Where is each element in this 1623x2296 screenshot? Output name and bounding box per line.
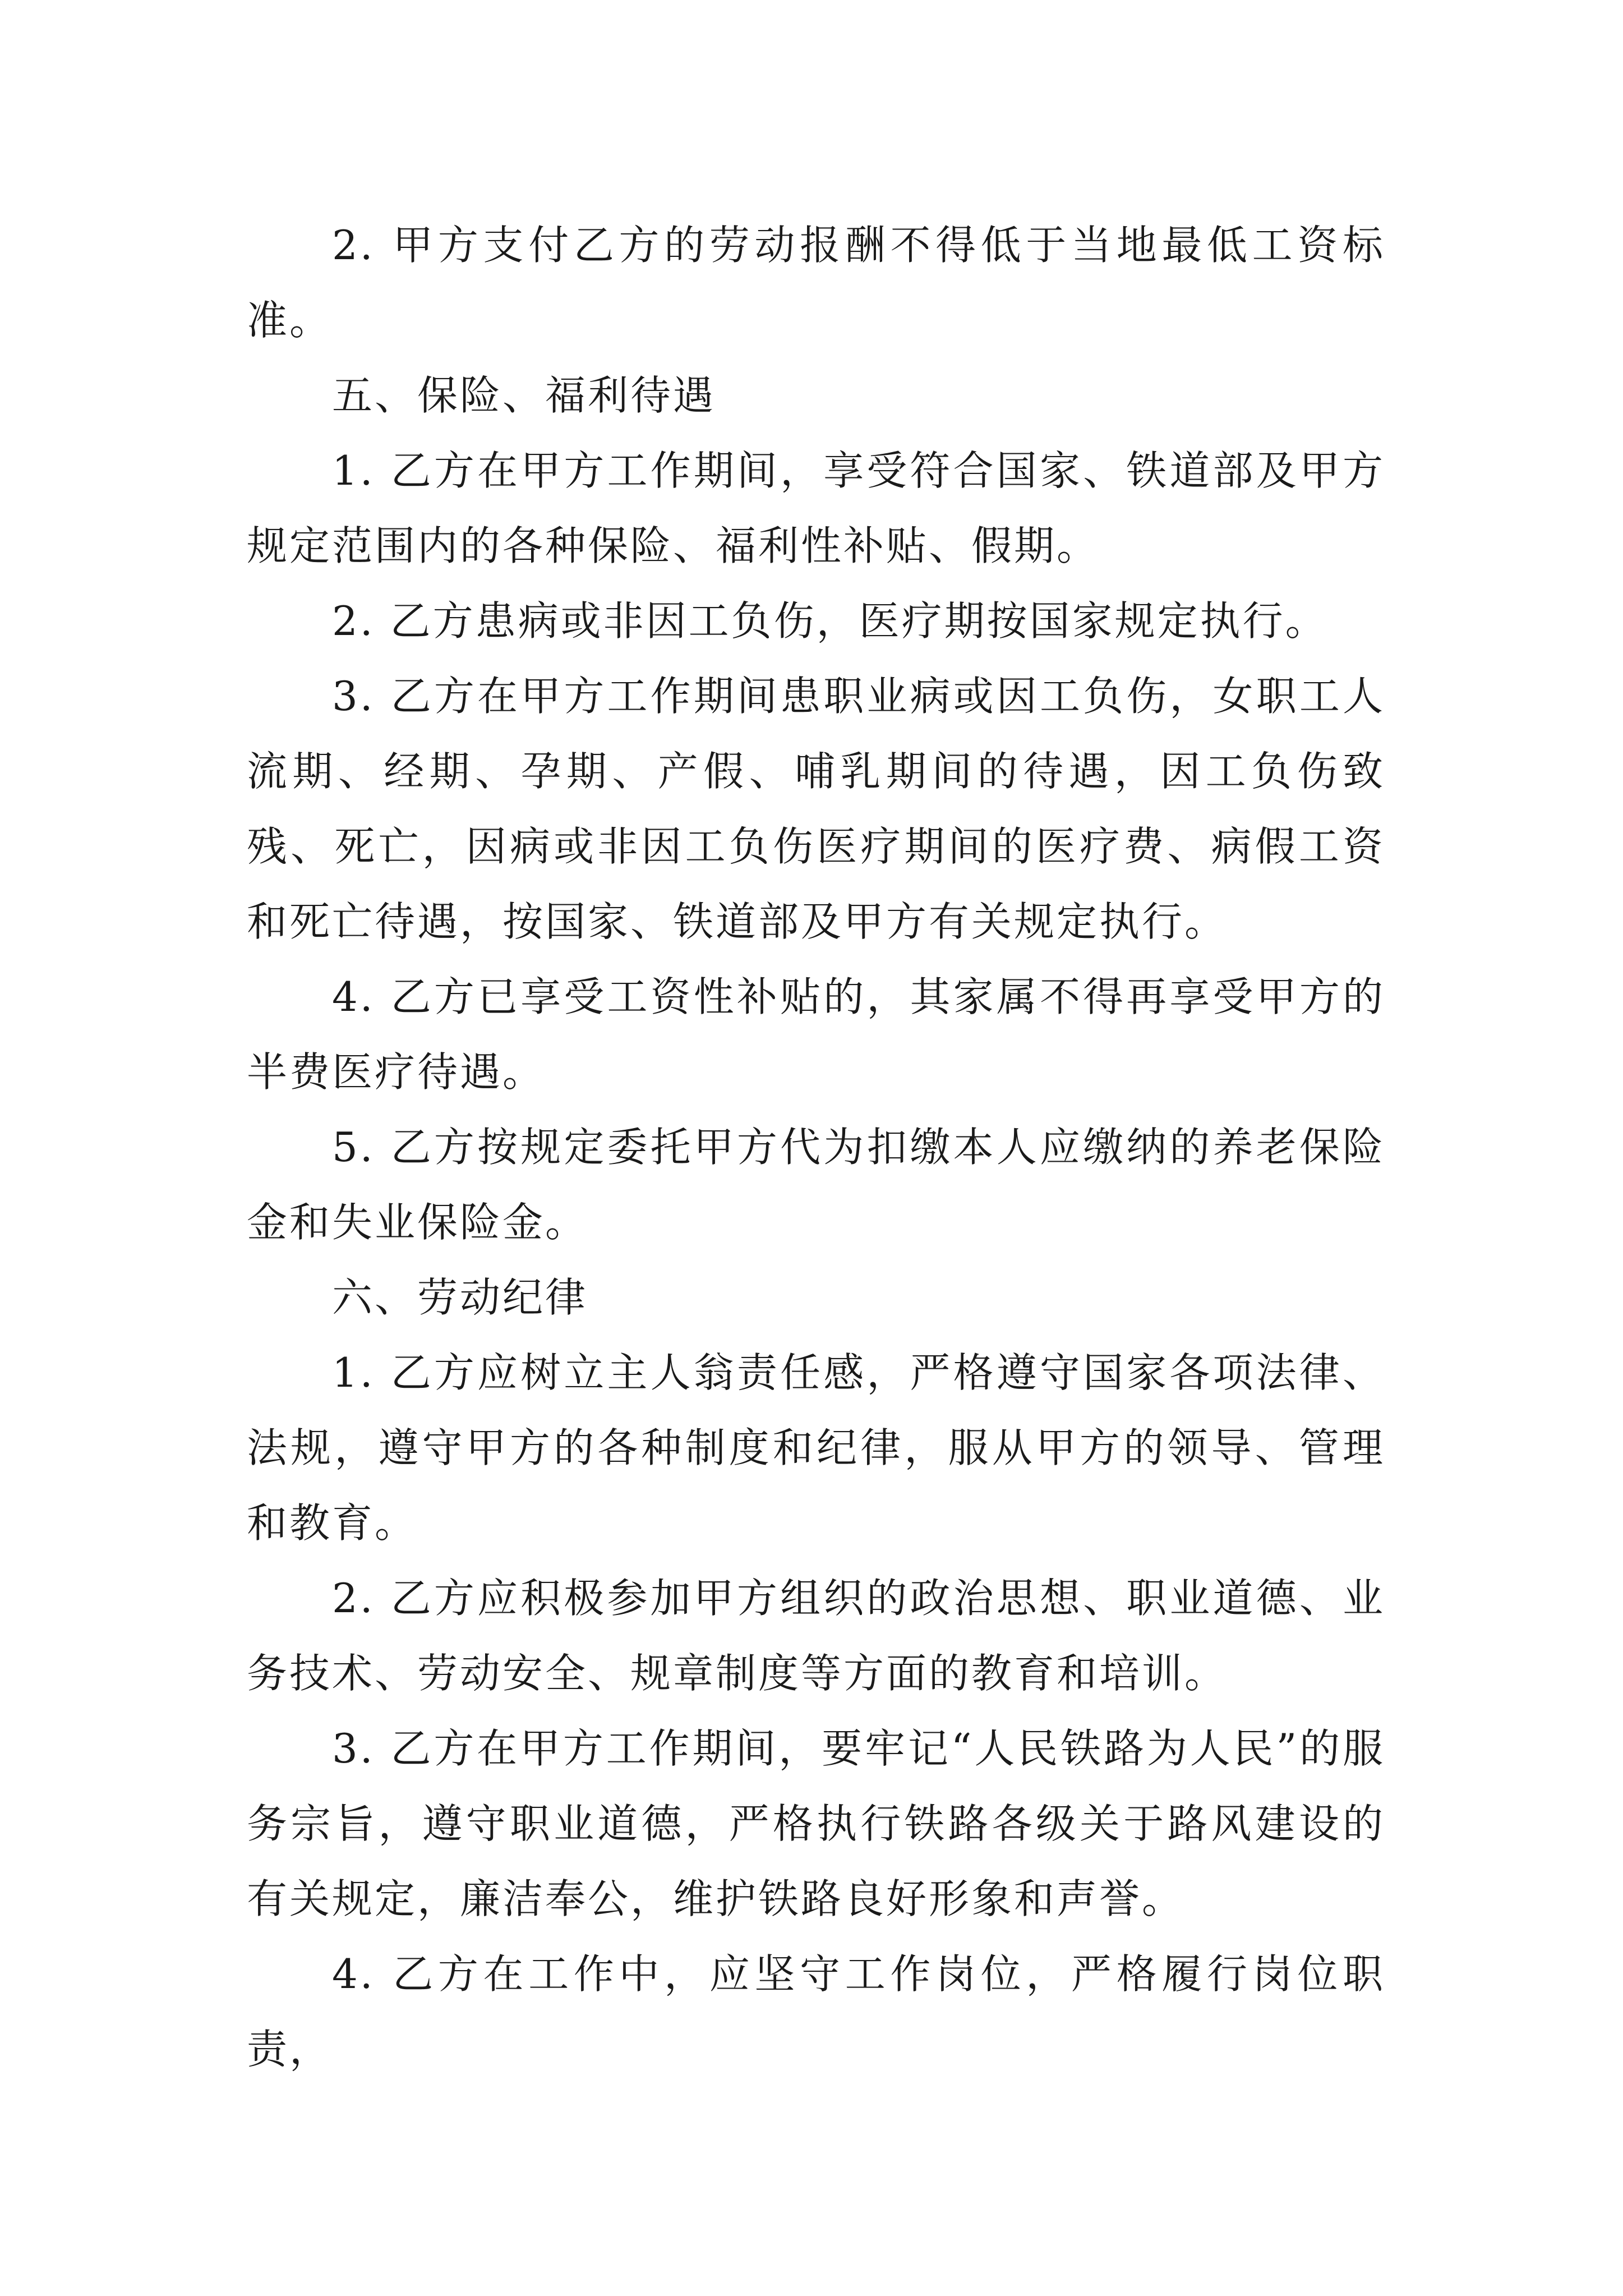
clause-6-3: 3. 乙方在甲方工作期间，要牢记“人民铁路为人民”的服务宗旨，遵守职业道德，严格执行铁路各级关于路风建设的有关规定，廉洁奉公，维护铁路良好形象和声誉。: [247, 1725, 1385, 1922]
clause-6-4: 4. 乙方在工作中，应坚守工作岗位，严格履行岗位职责，: [247, 1950, 1385, 2073]
clause-6-2: 2. 乙方应积极参加甲方组织的政治思想、职业道德、业务技术、劳动安全、规章制度等方面的教育和培训。: [247, 1575, 1385, 1697]
section-heading-6: 六、劳动纪律: [332, 1274, 588, 1321]
clause-6-1: 1. 乙方应树立主人翁责任感，严格遵守国家各项法律、法规，遵守甲方的各种制度和纪律，服从甲方的领导、管理和教育。: [247, 1349, 1385, 1547]
clause-5-5: 5. 乙方按规定委托甲方代为扣缴本人应缴纳的养老保险金和失业保险金。: [247, 1124, 1385, 1246]
section-heading-5: 五、保险、福利待遇: [332, 372, 716, 419]
clause-5-2: 2. 乙方患病或非因工负伤，医疗期按国家规定执行。: [332, 597, 1328, 645]
clause-5-3: 3. 乙方在甲方工作期间患职业病或因工负伤，女职工人流期、经期、孕期、产假、哺乳期间的待遇，因工负伤致残、死亡，因病或非因工负伤医疗期间的医疗费、病假工资和死亡待遇，按国家、铁道部及甲方有关规定执行。: [247, 673, 1385, 945]
clause-5-1: 1. 乙方在甲方工作期间，享受符合国家、铁道部及甲方规定范围内的各种保险、福利性补贴、假期。: [247, 447, 1385, 569]
clause-5-4: 4. 乙方已享受工资性补贴的，其家属不得再享受甲方的半费医疗待遇。: [247, 973, 1385, 1096]
document-body: [247, 208, 1385, 2087]
clause-4-2: 2. 甲方支付乙方的劳动报酬不得低于当地最低工资标准。: [247, 222, 1385, 344]
